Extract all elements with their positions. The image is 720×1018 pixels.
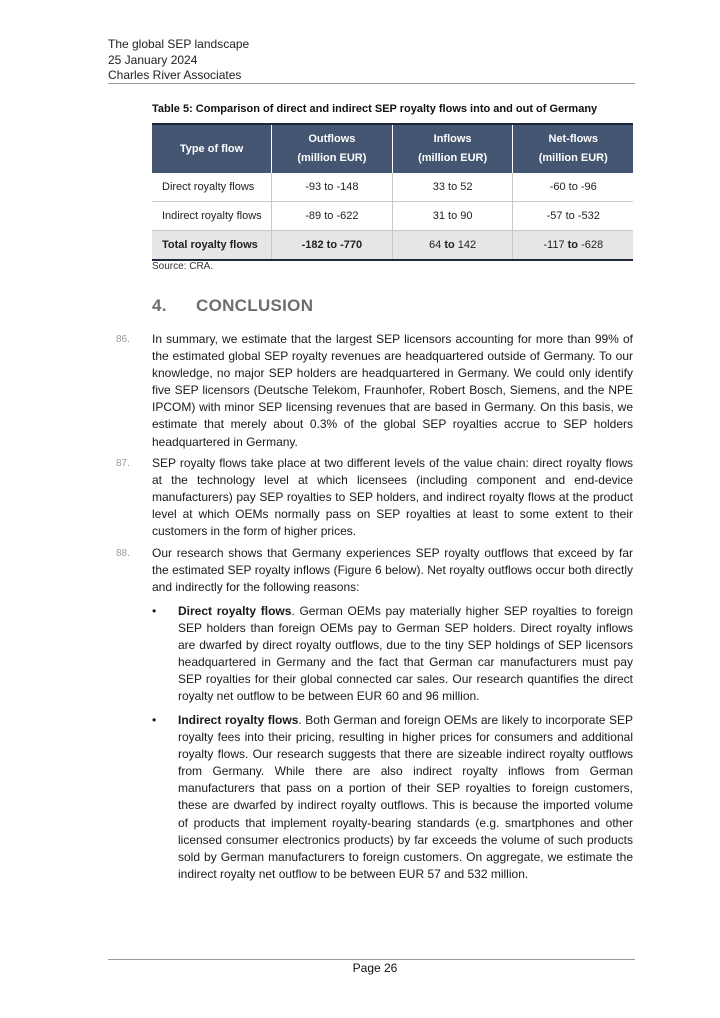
total-value-separator: to xyxy=(326,239,338,251)
section-title: CONCLUSION xyxy=(196,296,314,315)
royalty-flows-table xyxy=(152,123,633,261)
header-divider xyxy=(108,83,635,84)
paragraph-text: Our research shows that Germany experiences SEP royalty outflows that exceed by far the estimated SEP royalty inflows (Figure 6 below). Net royalty outflows occur both directly and indirectly for the following reasons: xyxy=(152,546,633,595)
header-date: 25 January 2024 xyxy=(108,52,198,67)
column-header-inflows xyxy=(392,124,513,173)
numbered-paragraph xyxy=(116,331,633,451)
page-header xyxy=(108,37,249,84)
table-header-row xyxy=(152,124,633,173)
numbered-paragraph xyxy=(116,455,633,540)
section-number: 4. xyxy=(152,296,167,315)
table-row xyxy=(152,173,633,202)
bullet-item xyxy=(152,712,633,883)
paragraph-number: 86. xyxy=(116,334,130,345)
table-caption: Table 5: Comparison of direct and indirect SEP royalty flows into and out of Germany xyxy=(152,103,598,115)
paragraph-text: SEP royalty flows take place at two different levels of the value chain: direct royalty flows at the technology level at which licensees (including component and end-device manufacturers) pay SEP royalties to SEP holders, and indirect royalty flows at the product level at which OEMs normally pass on SEP royalties at least to some extent to their customers in the form of higher prices. xyxy=(152,456,633,539)
column-header-label: Inflows xyxy=(433,133,472,145)
net-flows-cell: -60 to -96 xyxy=(513,173,633,202)
column-header-type xyxy=(152,124,272,173)
footer-divider xyxy=(108,959,635,960)
column-header-label: Net-flows xyxy=(548,133,598,145)
bullet-body: . German OEMs pay materially higher SEP royalties to foreign SEP holders than foreign OEMs pay to German SEP holders. Direct royalty inflows are dwarfed by direct royalty outflows, due to the tiny SEP holdings of SEP licensors headquartered in Germany and the fact that German car manufacturers must pay SEP royalties for their global connected car sales. Our research quantifies the direct royalty net outflow to be between EUR 60 and 96 million. xyxy=(178,604,633,704)
total-value-separator: to xyxy=(567,239,579,251)
row-label: Direct royalty flows xyxy=(162,181,255,193)
bullet-marker: • xyxy=(152,713,157,727)
column-header-label: Type of flow xyxy=(179,142,244,155)
paragraph-text: In summary, we estimate that the largest SEP licensors accounting for more than 99% of the estimated global SEP royalty revenues are headquartered outside of Germany. To our knowledge, no major SEP holders are headquartered in Germany. We could only identify five SEP licensors (Deutsche Telekom, Fraunhofer, Robert Bosch, Siemens, and the NPE IPCOM) with minor SEP licensing revenues that are based in Germany. On this basis, we estimate that merely about 0.3% of the global SEP royalties accrue to SEP holders headquartered in Germany. xyxy=(152,332,633,449)
total-value-from: 64 xyxy=(429,239,442,251)
bullet-body: . Both German and foreign OEMs are likely to incorporate SEP royalty fees into their pricing, resulting in higher prices for consumers and additional royalty flows. Our research suggests that there are sizeable indirect royalty outflows from Germany. While there are also indirect royalty inflows from German manufacturers that pass on a portion of their SEP royalties to foreign customers, these are dwarfed by indirect royalty outflows. This is because the imported volume of products that implement royalty-bearing standards (e.g. smartphones and other licensed consumer electronics products) by far exceeds the volume of such products sold by German manufacturers to foreign customers. On aggregate, we estimate the indirect royalty net outflow to be between EUR 57 and 532 million. xyxy=(178,713,633,881)
inflows-cell: 33 to 52 xyxy=(392,173,513,202)
total-value-to: -770 xyxy=(340,239,363,251)
header-organization: Charles River Associates xyxy=(108,68,242,82)
total-value-from: -117 xyxy=(543,239,565,251)
net-flows-cell: -57 to -532 xyxy=(513,202,633,231)
total-value-from: -182 xyxy=(301,239,324,251)
total-value-separator: to xyxy=(444,239,455,251)
row-label: Indirect royalty flows xyxy=(162,210,262,222)
bullet-text xyxy=(178,603,633,706)
total-outflows-cell xyxy=(272,231,393,261)
total-net-flows-cell xyxy=(513,231,633,261)
table-total-row xyxy=(152,231,633,261)
outflows-cell: -93 to -148 xyxy=(272,173,393,202)
bullet-item xyxy=(152,603,633,706)
bullet-marker: • xyxy=(152,604,157,618)
bullet-heading: Indirect royalty flows xyxy=(178,713,299,727)
outflows-cell: -89 to -622 xyxy=(272,202,393,231)
bullet-text xyxy=(178,712,633,883)
total-value-to: -628 xyxy=(581,239,604,251)
column-header-net-flows xyxy=(513,124,633,173)
numbered-paragraph xyxy=(116,545,633,596)
total-inflows-cell xyxy=(392,231,513,261)
inflows-cell: 31 to 90 xyxy=(392,202,513,231)
page-number: Page 26 xyxy=(352,961,398,975)
paragraph-number: 88. xyxy=(116,548,130,559)
section-heading xyxy=(152,296,313,316)
column-header-outflows xyxy=(272,124,393,173)
paragraph-number: 87. xyxy=(116,458,130,469)
bullet-heading: Direct royalty flows xyxy=(178,604,292,618)
table-source-note: Source: CRA. xyxy=(152,261,214,272)
table-row xyxy=(152,202,633,231)
column-header-label: Outflows xyxy=(308,133,356,145)
header-report-title: The global SEP landscape xyxy=(108,37,250,51)
column-header-unit: (million EUR) xyxy=(297,152,367,164)
total-value-to: 142 xyxy=(457,239,477,251)
column-header-unit: (million EUR) xyxy=(418,152,488,164)
column-header-unit: (million EUR) xyxy=(538,152,608,164)
total-row-label: Total royalty flows xyxy=(162,239,258,251)
